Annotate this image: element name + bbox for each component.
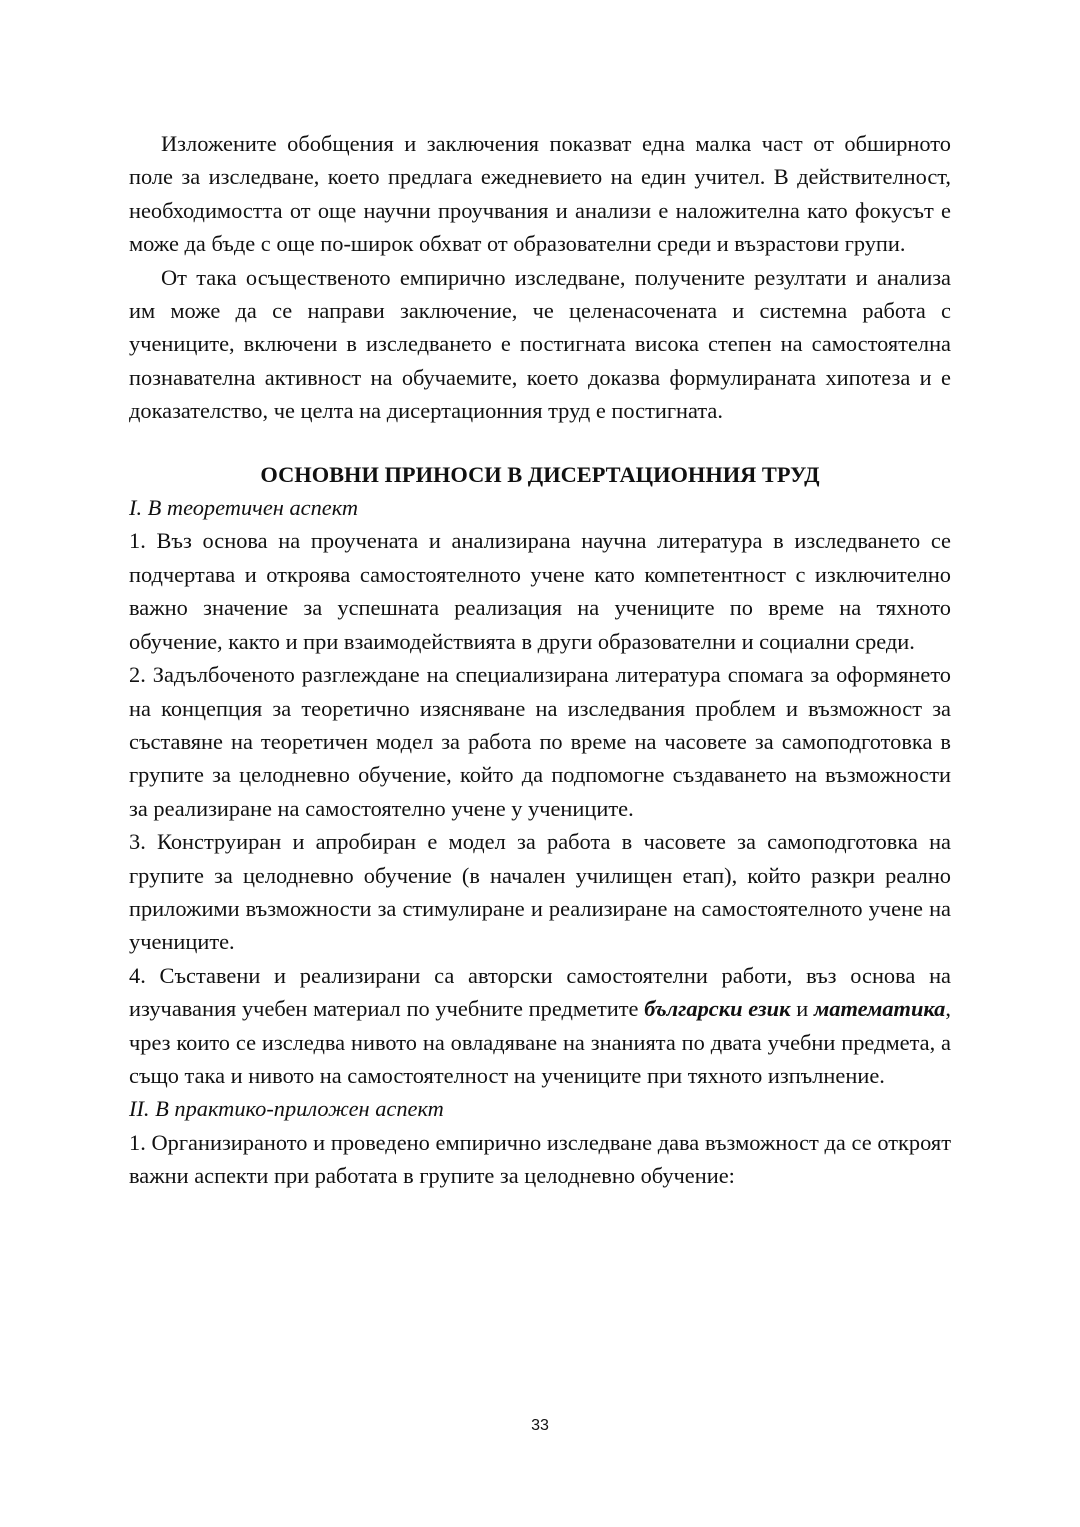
theoretical-aspect-title: I. В теоретичен аспект xyxy=(129,495,359,521)
subject-bulgarian-language: български език xyxy=(644,996,791,1022)
theoretical-item-4-text-c: , чрез които се изследва нивото на овладяване на знанията по двата учебни предмета, а също така и нивото на самостоятелност на учениците при тяхното изпълнение. xyxy=(129,996,951,1088)
theoretical-item-4 xyxy=(129,959,951,1093)
subject-mathematics: математика xyxy=(813,996,946,1022)
page-number: 33 xyxy=(531,1417,549,1434)
theoretical-item-4-text-a: 4. Съставени и реализирани са авторски самостоятелни работи, въз основа на изучавания учебен материал по учебните предметите xyxy=(129,962,951,1022)
contributions-heading: ОСНОВНИ ПРИНОСИ В ДИСЕРТАЦИОННИЯ ТРУД xyxy=(260,461,820,487)
intro-paragraph-1: Изложените обобщения и заключения показват една малка част от обширното поле за изследване, което предлага ежедневието на един учител. В действителност, необходимостта от още научни проучвания и анализи е наложителна като фокусът е може да бъде с още по-широк обхват от образователни среди и възрастови групи. xyxy=(129,131,951,257)
theoretical-item-2: 2. Задълбоченото разглеждане на специализирана литература спомага за оформянето на концепция за теоретично изясняване на изследвания проблем и възможност за съставяне на теоретичен модел за работа по време на часовете за самоподготовка в групите за целодневно обучение, който да подпомогне създаването на възможности за реализиране на самостоятелно учене у учениците. xyxy=(129,662,951,821)
practical-item-1: 1. Организираното и проведено емпирично изследване дава възможност да се откроят важни аспекти при работата в групите за целодневно обучение: xyxy=(129,1129,951,1189)
practical-aspect-title: II. В практико-приложен аспект xyxy=(129,1096,444,1122)
theoretical-item-1: 1. Въз основа на проучената и анализирана научна литература в изследването се подчертава и откроява самостоятелното учене като компетентност с изключително важно значение за успешната реализация на учениците по време на тяхното обучение, както и при взаимодействията в други образователни и социални среди. xyxy=(129,528,951,654)
theoretical-item-4-text-b: и xyxy=(790,996,814,1022)
theoretical-item-3: 3. Конструиран и апробиран е модел за работа в часовете за самоподготовка на групите за целодневно обучение (в начален училищен етап), който разкри реално приложими възможности за стимулиране и реализиране на самостоятелното учене на учениците. xyxy=(129,829,951,955)
document-page xyxy=(129,127,951,1193)
intro-paragraph-2: От така осъщественото емпирично изследване, получените резултати и анализа им може да се направи заключение, че целенасочената и системна работа с учениците, включени в изследването е постигната висока степен на самостоятелна познавателна активност на обучаемите, което доказва формулираната хипотеза и е доказателство, че целта на дисертационния труд е постигната. xyxy=(129,264,951,424)
